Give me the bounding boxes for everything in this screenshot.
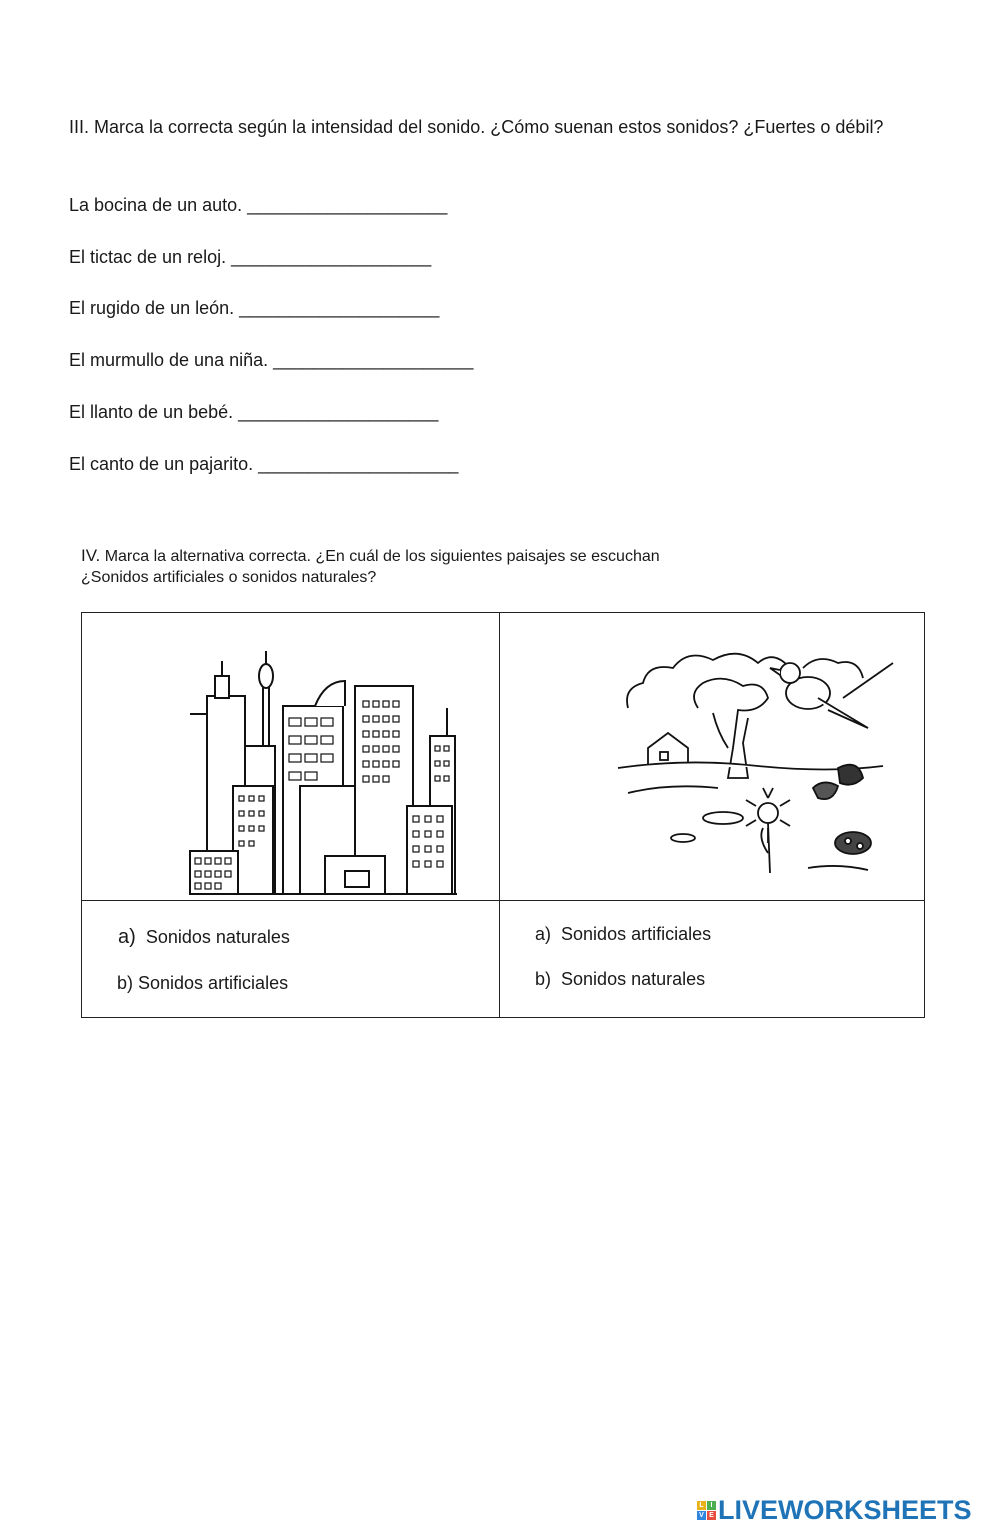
section-4-title-line1: Marca la alternativa correcta. ¿En cuál de los siguientes paisajes se escuchan [104, 548, 660, 565]
right-option-b-text: Sonidos naturales [561, 969, 706, 989]
question-4[interactable]: El murmullo de una niña. ____________________ [69, 350, 474, 370]
logo-block-l: L [697, 1501, 706, 1510]
question-3[interactable]: El rugido de un león. ____________________ [69, 298, 440, 318]
nature-landscape-icon [608, 638, 898, 878]
landscape-table [81, 612, 925, 1018]
section-4-roman: IV. [81, 546, 101, 565]
question-2[interactable]: El tictac de un reloj. ____________________ [69, 247, 432, 267]
logo-blocks-icon [697, 1501, 716, 1520]
right-option-b[interactable] [535, 969, 705, 990]
section-4-title [81, 545, 781, 588]
logo-text: LIVEWORKSHEETS [718, 1494, 972, 1525]
liveworksheets-logo[interactable] [697, 1495, 972, 1525]
logo-block-e: E [707, 1511, 716, 1520]
left-option-a-text: Sonidos naturales [145, 927, 290, 947]
question-6[interactable]: El canto de un pajarito. ____________________ [69, 454, 459, 474]
left-option-b[interactable]: b) Sonidos artificiales [117, 973, 289, 993]
right-options-cell [500, 901, 925, 1018]
city-skyline-icon [185, 646, 465, 896]
right-option-a-letter: a) [535, 924, 552, 944]
left-options-cell [82, 901, 500, 1018]
logo-block-i: I [707, 1501, 716, 1510]
question-1[interactable]: La bocina de un auto. ____________________ [69, 195, 448, 215]
section-3-title: III. Marca la correcta según la intensidad del sonido. ¿Cómo suenan estos sonidos? ¿Fuertes o débil? [69, 117, 884, 137]
right-option-a-text: Sonidos artificiales [561, 924, 712, 944]
section-3 [69, 114, 929, 140]
right-option-b-letter: b) [535, 969, 552, 989]
city-image-cell [82, 613, 500, 901]
nature-image-cell [500, 613, 925, 901]
logo-block-v: V [697, 1511, 706, 1520]
left-option-a[interactable] [118, 926, 290, 949]
section-4-title-line2: ¿Sonidos artificiales o sonidos naturales? [81, 569, 377, 586]
left-option-a-letter: a) [118, 926, 136, 948]
right-option-a[interactable] [535, 924, 711, 945]
question-5[interactable]: El llanto de un bebé. ____________________ [69, 402, 439, 422]
